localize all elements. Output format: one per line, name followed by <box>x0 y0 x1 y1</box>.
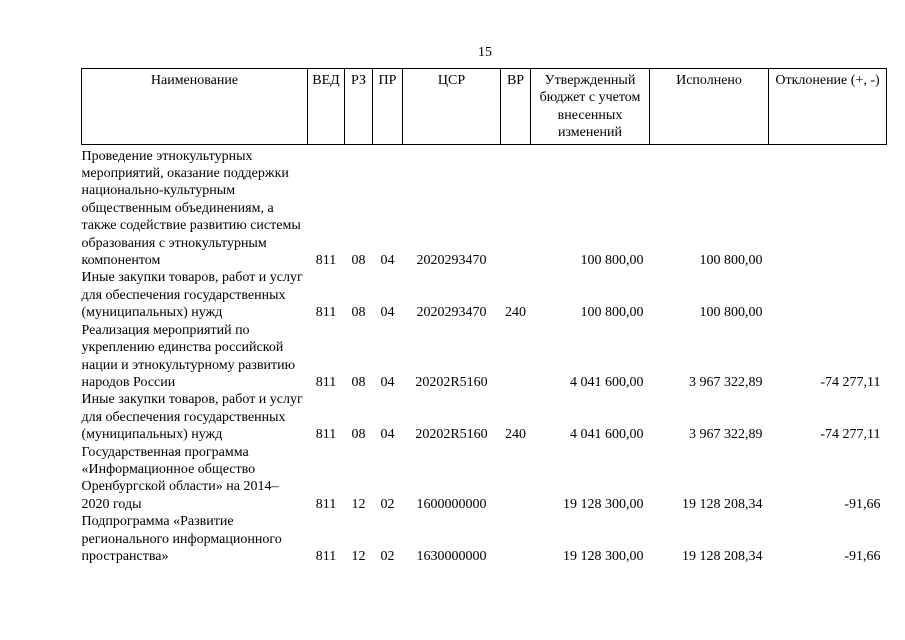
header-ved: ВЕД <box>308 69 345 145</box>
page-number: 15 <box>478 45 492 60</box>
header-pr: ПР <box>373 69 403 145</box>
row-csr: 2020293470 <box>416 253 487 269</box>
row-ved: 811 <box>315 253 337 269</box>
row-vr <box>501 444 531 514</box>
table-header-row <box>82 69 887 145</box>
row-rz: 12 <box>351 548 366 564</box>
row-ved: 811 <box>315 305 337 321</box>
row-pr: 04 <box>380 427 395 443</box>
row-csr: 2020293470 <box>416 305 487 321</box>
row-csr: 1630000000 <box>416 548 487 564</box>
header-csr: ЦСР <box>403 69 501 145</box>
row-deviation: -74 277,11 <box>820 374 881 390</box>
table-row <box>82 513 887 565</box>
row-name: Иные закупки товаров, работ и услуг для обеспечения государственных (муниципальных) нужд <box>81 270 303 321</box>
row-name: Подпрограмма «Развитие регионального информационного пространства» <box>81 514 282 564</box>
row-ved: 811 <box>315 496 337 512</box>
row-csr: 20202R5160 <box>415 427 488 443</box>
row-pr: 04 <box>380 305 395 321</box>
header-executed: Исполнено <box>650 69 769 145</box>
row-name: Реализация мероприятий по укреплению единства российской нации и этнокультурному развитию народов России <box>81 322 296 390</box>
header-deviation: Отклонение (+, -) <box>769 69 887 145</box>
row-vr <box>501 322 531 392</box>
row-vr <box>501 513 531 565</box>
header-vr: ВР <box>501 69 531 145</box>
row-deviation <box>769 144 887 269</box>
row-approved: 19 128 300,00 <box>563 496 644 512</box>
row-approved: 19 128 300,00 <box>563 548 644 564</box>
row-pr: 02 <box>380 496 395 512</box>
row-vr: 240 <box>505 427 526 443</box>
row-rz: 08 <box>351 374 366 390</box>
row-executed: 3 967 322,89 <box>689 374 763 390</box>
row-deviation <box>769 269 887 321</box>
row-deviation: -91,66 <box>844 548 881 564</box>
header-approved: Утвержденный бюджет с учетом внесенных изменений <box>531 69 650 145</box>
row-pr: 02 <box>380 548 395 564</box>
row-executed: 3 967 322,89 <box>689 427 763 443</box>
row-rz: 12 <box>351 496 366 512</box>
row-approved: 4 041 600,00 <box>570 427 644 443</box>
row-executed: 19 128 208,34 <box>682 496 763 512</box>
row-executed: 100 800,00 <box>699 305 763 321</box>
row-rz: 08 <box>351 427 366 443</box>
row-name: Государственная программа «Информационное общество Оренбургской области» на 2014–2020 годы <box>81 444 279 512</box>
header-rz: РЗ <box>345 69 373 145</box>
row-name: Иные закупки товаров, работ и услуг для обеспечения государственных (муниципальных) нужд <box>81 392 303 443</box>
row-executed: 100 800,00 <box>699 253 763 269</box>
row-ved: 811 <box>315 427 337 443</box>
row-csr: 20202R5160 <box>415 374 488 390</box>
row-deviation: -91,66 <box>844 496 881 512</box>
row-approved: 4 041 600,00 <box>570 374 644 390</box>
header-name: Наименование <box>82 69 308 145</box>
row-executed: 19 128 208,34 <box>682 548 763 564</box>
row-vr: 240 <box>505 305 526 321</box>
row-vr <box>501 144 531 269</box>
row-pr: 04 <box>380 374 395 390</box>
row-ved: 811 <box>315 374 337 390</box>
table-row <box>82 269 887 321</box>
table-row <box>82 144 887 269</box>
table-row <box>82 322 887 392</box>
budget-execution-table <box>81 68 887 565</box>
table-row <box>82 444 887 514</box>
row-rz: 08 <box>351 253 366 269</box>
row-approved: 100 800,00 <box>580 253 644 269</box>
row-name: Проведение этнокультурных мероприятий, оказание поддержки национально-культурным общественным объединениям, а также содействие развитию системы образования с этнокультурным компонентом <box>81 148 301 269</box>
row-approved: 100 800,00 <box>580 305 644 321</box>
row-pr: 04 <box>380 253 395 269</box>
row-rz: 08 <box>351 305 366 321</box>
row-ved: 811 <box>315 548 337 564</box>
table-row <box>82 391 887 443</box>
row-deviation: -74 277,11 <box>820 427 881 443</box>
row-csr: 1600000000 <box>416 496 487 512</box>
